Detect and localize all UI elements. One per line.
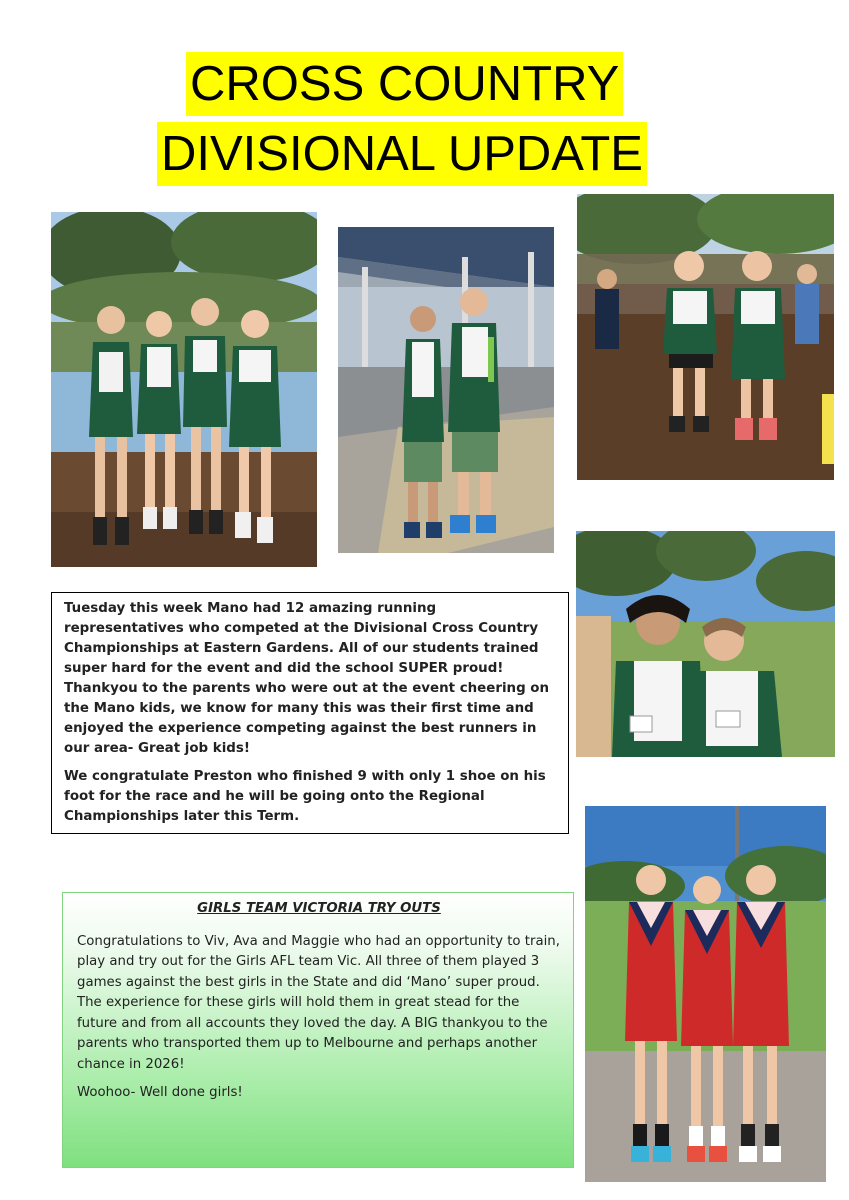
page-title-line-2: DIVISIONAL UPDATE	[157, 122, 647, 186]
cross-country-text-box	[51, 592, 569, 834]
team-victoria-paragraph-1: Congratulations to Viv, Ava and Maggie who had an opportunity to train, play and try out for the Girls AFL team Vic. All three of them played 3 games against the best girls in the State and did ‘Mano’ super proud. The experience for these girls will hold them in great stead for the future and from all accounts they loved the day. A BIG thankyou to the parents who transported them up to Melbourne and perhaps another chance in 2026!	[77, 933, 560, 1072]
team-victoria-text-box	[62, 892, 574, 1168]
two-girls-at-event-photo	[577, 194, 834, 480]
page-title-line-1: CROSS COUNTRY	[186, 52, 623, 116]
cross-country-paragraph-1: Tuesday this week Mano had 12 amazing running representatives who competed at the Divisional Cross Country Championships at Eastern Gardens. All of our students trained super hard for the event and did the school SUPER proud! Thankyou to the parents who were out at the event cheering on the Mano kids, we know for many this was their first time and enjoyed the experience competing against the best runners in our area- Great job kids!	[64, 601, 550, 756]
four-girls-in-green-singlets-photo	[51, 212, 317, 567]
cross-country-paragraph-2: We congratulate Preston who finished 9 with only 1 shoe on his foot for the race and he will be going onto the Regional Championships later this Term.	[64, 769, 546, 824]
two-boys-under-shelter-photo	[338, 227, 554, 553]
team-victoria-paragraph-2: Woohoo- Well done girls!	[77, 1085, 243, 1100]
three-girls-in-red-afl-uniforms-photo	[585, 806, 826, 1182]
two-boys-holding-cards-photo	[576, 531, 835, 757]
team-victoria-heading: GIRLS TEAM VICTORIA TRY OUTS	[197, 901, 441, 916]
